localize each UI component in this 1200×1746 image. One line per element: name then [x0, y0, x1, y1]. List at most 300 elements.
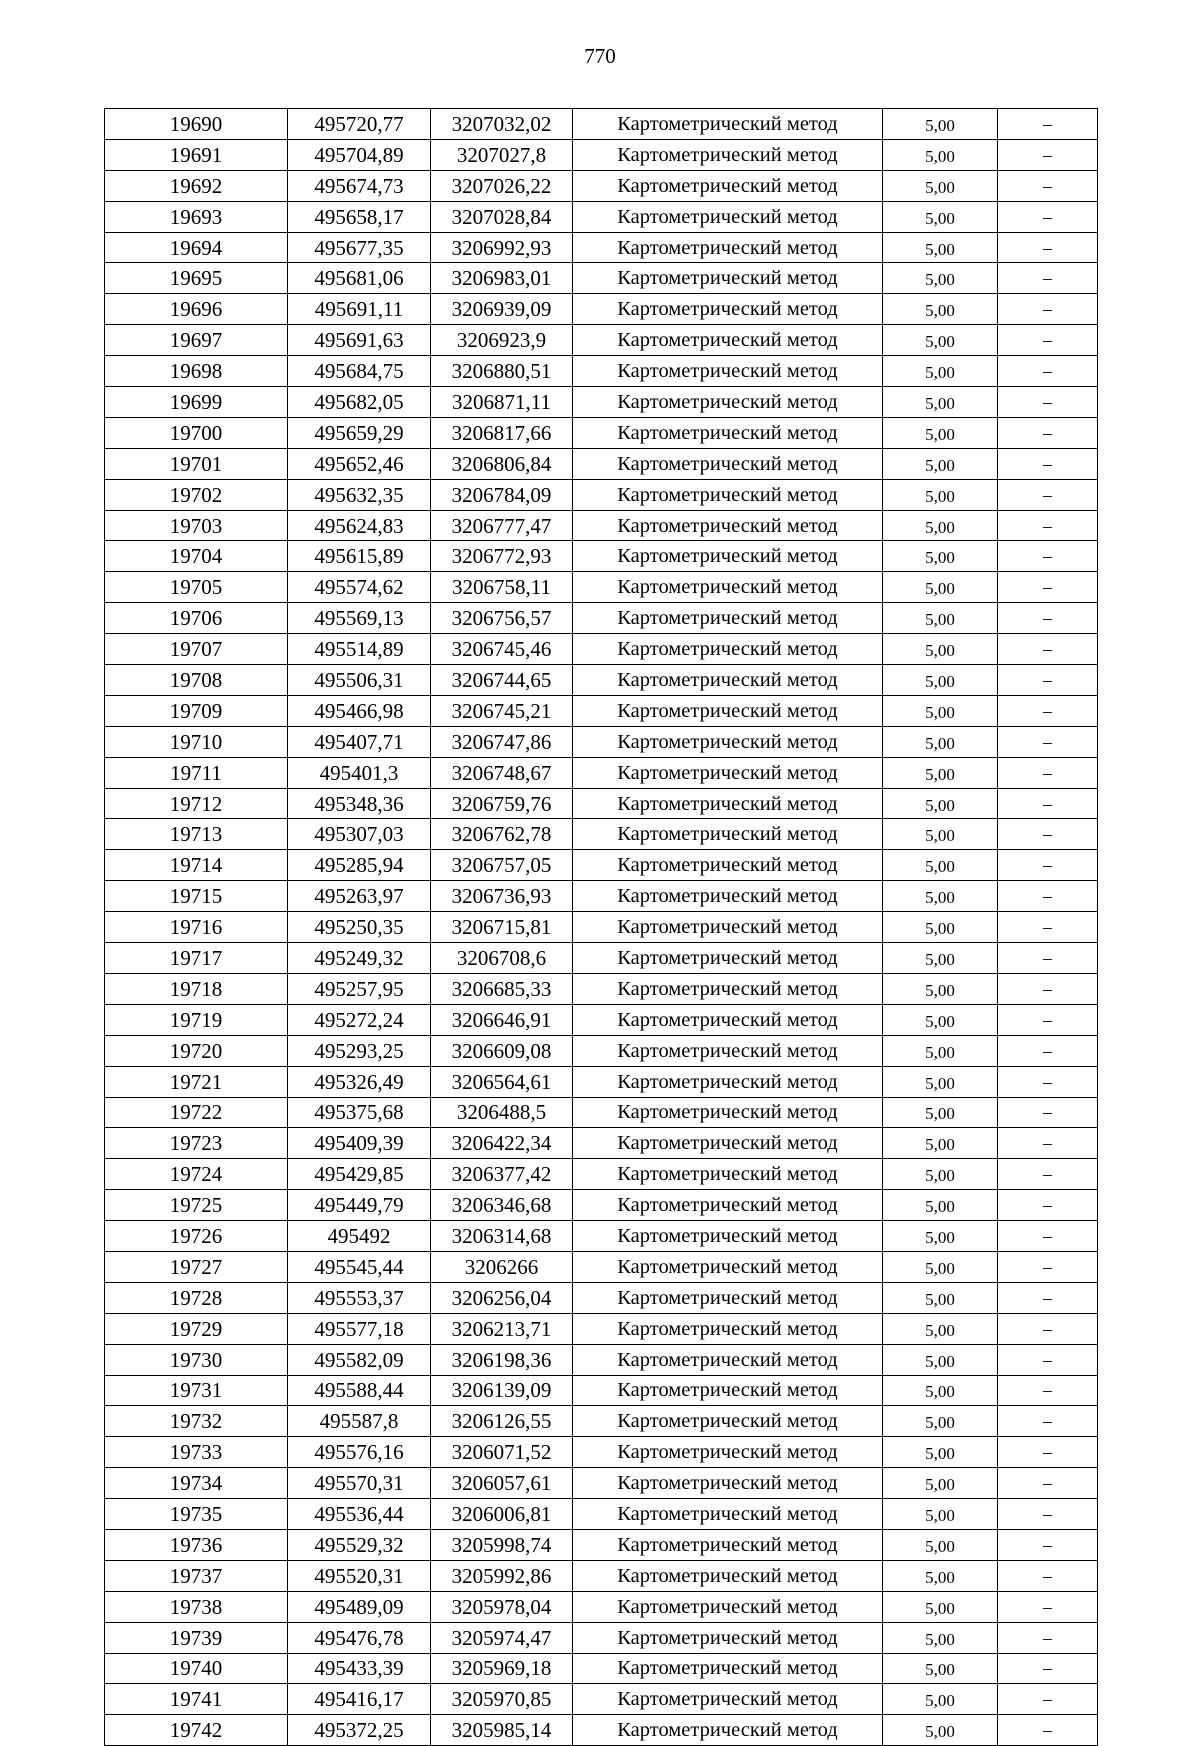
dash-cell: – — [998, 294, 1098, 325]
table-row — [105, 1468, 1098, 1499]
method-cell: Картометрический метод — [573, 387, 883, 418]
x-coordinate-cell: 495677,35 — [288, 232, 431, 263]
point-number-cell: 19734 — [105, 1468, 288, 1499]
point-number-cell: 19723 — [105, 1128, 288, 1159]
y-coordinate-cell: 3207026,22 — [431, 170, 573, 201]
method-cell: Картометрический метод — [573, 417, 883, 448]
table-row — [105, 881, 1098, 912]
dash-cell: – — [998, 417, 1098, 448]
method-cell: Картометрический метод — [573, 1035, 883, 1066]
y-coordinate-cell: 3206747,86 — [431, 726, 573, 757]
method-cell: Картометрический метод — [573, 1622, 883, 1653]
dash-cell: – — [998, 1715, 1098, 1746]
x-coordinate-cell: 495691,11 — [288, 294, 431, 325]
accuracy-cell: 5,00 — [883, 1529, 998, 1560]
table-row — [105, 1375, 1098, 1406]
method-cell: Картометрический метод — [573, 448, 883, 479]
table-row — [105, 201, 1098, 232]
dash-cell: – — [998, 1653, 1098, 1684]
dash-cell: – — [998, 1313, 1098, 1344]
y-coordinate-cell: 3206198,36 — [431, 1344, 573, 1375]
point-number-cell: 19703 — [105, 510, 288, 541]
dash-cell: – — [998, 1128, 1098, 1159]
point-number-cell: 19706 — [105, 603, 288, 634]
table-row — [105, 1715, 1098, 1746]
accuracy-cell: 5,00 — [883, 1468, 998, 1499]
x-coordinate-cell: 495429,85 — [288, 1159, 431, 1190]
x-coordinate-cell: 495681,06 — [288, 263, 431, 294]
table-row — [105, 448, 1098, 479]
point-number-cell: 19696 — [105, 294, 288, 325]
method-cell: Картометрический метод — [573, 1221, 883, 1252]
method-cell: Картометрический метод — [573, 912, 883, 943]
point-number-cell: 19711 — [105, 757, 288, 788]
x-coordinate-cell: 495514,89 — [288, 634, 431, 665]
method-cell: Картометрический метод — [573, 1313, 883, 1344]
accuracy-cell: 5,00 — [883, 1437, 998, 1468]
table-row — [105, 417, 1098, 448]
accuracy-cell: 5,00 — [883, 1684, 998, 1715]
dash-cell: – — [998, 541, 1098, 572]
y-coordinate-cell: 3206817,66 — [431, 417, 573, 448]
dash-cell: – — [998, 263, 1098, 294]
point-number-cell: 19701 — [105, 448, 288, 479]
point-number-cell: 19719 — [105, 1004, 288, 1035]
x-coordinate-cell: 495476,78 — [288, 1622, 431, 1653]
dash-cell: – — [998, 448, 1098, 479]
method-cell: Картометрический метод — [573, 232, 883, 263]
table-row — [105, 634, 1098, 665]
dash-cell: – — [998, 109, 1098, 140]
table-row — [105, 510, 1098, 541]
method-cell: Картометрический метод — [573, 1529, 883, 1560]
dash-cell: – — [998, 912, 1098, 943]
y-coordinate-cell: 3205978,04 — [431, 1591, 573, 1622]
y-coordinate-cell: 3206939,09 — [431, 294, 573, 325]
x-coordinate-cell: 495632,35 — [288, 479, 431, 510]
dash-cell: – — [998, 510, 1098, 541]
y-coordinate-cell: 3206685,33 — [431, 973, 573, 1004]
x-coordinate-cell: 495250,35 — [288, 912, 431, 943]
table-row — [105, 1251, 1098, 1282]
y-coordinate-cell: 3206266 — [431, 1251, 573, 1282]
method-cell: Картометрический метод — [573, 325, 883, 356]
accuracy-cell: 5,00 — [883, 572, 998, 603]
accuracy-cell: 5,00 — [883, 417, 998, 448]
y-coordinate-cell: 3205985,14 — [431, 1715, 573, 1746]
method-cell: Картометрический метод — [573, 1560, 883, 1591]
x-coordinate-cell: 495574,62 — [288, 572, 431, 603]
dash-cell: – — [998, 1004, 1098, 1035]
accuracy-cell: 5,00 — [883, 912, 998, 943]
table-row — [105, 1529, 1098, 1560]
accuracy-cell: 5,00 — [883, 294, 998, 325]
accuracy-cell: 5,00 — [883, 1499, 998, 1530]
point-number-cell: 19712 — [105, 788, 288, 819]
method-cell: Картометрический метод — [573, 757, 883, 788]
accuracy-cell: 5,00 — [883, 1622, 998, 1653]
method-cell: Картометрический метод — [573, 1004, 883, 1035]
y-coordinate-cell: 3206071,52 — [431, 1437, 573, 1468]
point-number-cell: 19742 — [105, 1715, 288, 1746]
y-coordinate-cell: 3205974,47 — [431, 1622, 573, 1653]
method-cell: Картометрический метод — [573, 726, 883, 757]
y-coordinate-cell: 3206256,04 — [431, 1282, 573, 1313]
table-row — [105, 1653, 1098, 1684]
x-coordinate-cell: 495506,31 — [288, 665, 431, 696]
y-coordinate-cell: 3206806,84 — [431, 448, 573, 479]
accuracy-cell: 5,00 — [883, 973, 998, 1004]
dash-cell: – — [998, 973, 1098, 1004]
accuracy-cell: 5,00 — [883, 1004, 998, 1035]
point-number-cell: 19704 — [105, 541, 288, 572]
method-cell: Картометрический метод — [573, 1684, 883, 1715]
accuracy-cell: 5,00 — [883, 541, 998, 572]
accuracy-cell: 5,00 — [883, 1375, 998, 1406]
method-cell: Картометрический метод — [573, 943, 883, 974]
table-row — [105, 263, 1098, 294]
y-coordinate-cell: 3206314,68 — [431, 1221, 573, 1252]
accuracy-cell: 5,00 — [883, 850, 998, 881]
dash-cell: – — [998, 1529, 1098, 1560]
accuracy-cell: 5,00 — [883, 819, 998, 850]
method-cell: Картометрический метод — [573, 1251, 883, 1282]
y-coordinate-cell: 3206871,11 — [431, 387, 573, 418]
point-number-cell: 19725 — [105, 1190, 288, 1221]
dash-cell: – — [998, 665, 1098, 696]
dash-cell: – — [998, 325, 1098, 356]
y-coordinate-cell: 3205970,85 — [431, 1684, 573, 1715]
method-cell: Картометрический метод — [573, 356, 883, 387]
y-coordinate-cell: 3206762,78 — [431, 819, 573, 850]
method-cell: Картометрический метод — [573, 634, 883, 665]
table-row — [105, 1128, 1098, 1159]
dash-cell: – — [998, 1097, 1098, 1128]
y-coordinate-cell: 3206488,5 — [431, 1097, 573, 1128]
y-coordinate-cell: 3206057,61 — [431, 1468, 573, 1499]
y-coordinate-cell: 3206744,65 — [431, 665, 573, 696]
accuracy-cell: 5,00 — [883, 788, 998, 819]
x-coordinate-cell: 495433,39 — [288, 1653, 431, 1684]
method-cell: Картометрический метод — [573, 850, 883, 881]
method-cell: Картометрический метод — [573, 109, 883, 140]
y-coordinate-cell: 3206745,21 — [431, 695, 573, 726]
point-number-cell: 19691 — [105, 139, 288, 170]
dash-cell: – — [998, 634, 1098, 665]
dash-cell: – — [998, 232, 1098, 263]
method-cell: Картометрический метод — [573, 170, 883, 201]
x-coordinate-cell: 495674,73 — [288, 170, 431, 201]
x-coordinate-cell: 495449,79 — [288, 1190, 431, 1221]
method-cell: Картометрический метод — [573, 603, 883, 634]
table-row — [105, 943, 1098, 974]
accuracy-cell: 5,00 — [883, 1653, 998, 1684]
accuracy-cell: 5,00 — [883, 665, 998, 696]
y-coordinate-cell: 3206646,91 — [431, 1004, 573, 1035]
dash-cell: – — [998, 603, 1098, 634]
dash-cell: – — [998, 1684, 1098, 1715]
x-coordinate-cell: 495285,94 — [288, 850, 431, 881]
point-number-cell: 19702 — [105, 479, 288, 510]
x-coordinate-cell: 495263,97 — [288, 881, 431, 912]
point-number-cell: 19707 — [105, 634, 288, 665]
point-number-cell: 19718 — [105, 973, 288, 1004]
accuracy-cell: 5,00 — [883, 201, 998, 232]
dash-cell: – — [998, 139, 1098, 170]
y-coordinate-cell: 3206757,05 — [431, 850, 573, 881]
method-cell: Картометрический метод — [573, 881, 883, 912]
y-coordinate-cell: 3206777,47 — [431, 510, 573, 541]
table-row — [105, 1282, 1098, 1313]
table-row — [105, 850, 1098, 881]
dash-cell: – — [998, 1344, 1098, 1375]
point-number-cell: 19705 — [105, 572, 288, 603]
y-coordinate-cell: 3206745,46 — [431, 634, 573, 665]
accuracy-cell: 5,00 — [883, 943, 998, 974]
table-row — [105, 1097, 1098, 1128]
y-coordinate-cell: 3206564,61 — [431, 1066, 573, 1097]
y-coordinate-cell: 3207028,84 — [431, 201, 573, 232]
method-cell: Картометрический метод — [573, 201, 883, 232]
table-row — [105, 572, 1098, 603]
table-row — [105, 1499, 1098, 1530]
accuracy-cell: 5,00 — [883, 1066, 998, 1097]
accuracy-cell: 5,00 — [883, 881, 998, 912]
method-cell: Картометрический метод — [573, 788, 883, 819]
accuracy-cell: 5,00 — [883, 170, 998, 201]
x-coordinate-cell: 495409,39 — [288, 1128, 431, 1159]
table-row — [105, 788, 1098, 819]
y-coordinate-cell: 3207032,02 — [431, 109, 573, 140]
point-number-cell: 19729 — [105, 1313, 288, 1344]
table-row — [105, 1560, 1098, 1591]
dash-cell: – — [998, 1560, 1098, 1591]
dash-cell: – — [998, 572, 1098, 603]
method-cell: Картометрический метод — [573, 1282, 883, 1313]
method-cell: Картометрический метод — [573, 665, 883, 696]
y-coordinate-cell: 3206377,42 — [431, 1159, 573, 1190]
method-cell: Картометрический метод — [573, 1375, 883, 1406]
method-cell: Картометрический метод — [573, 1097, 883, 1128]
x-coordinate-cell: 495577,18 — [288, 1313, 431, 1344]
x-coordinate-cell: 495545,44 — [288, 1251, 431, 1282]
x-coordinate-cell: 495249,32 — [288, 943, 431, 974]
point-number-cell: 19697 — [105, 325, 288, 356]
x-coordinate-cell: 495658,17 — [288, 201, 431, 232]
accuracy-cell: 5,00 — [883, 1128, 998, 1159]
x-coordinate-cell: 495326,49 — [288, 1066, 431, 1097]
x-coordinate-cell: 495407,71 — [288, 726, 431, 757]
accuracy-cell: 5,00 — [883, 1159, 998, 1190]
table-row — [105, 1344, 1098, 1375]
coordinates-table — [104, 108, 1098, 1746]
table-row — [105, 356, 1098, 387]
table-row — [105, 973, 1098, 1004]
method-cell: Картометрический метод — [573, 973, 883, 1004]
x-coordinate-cell: 495576,16 — [288, 1437, 431, 1468]
method-cell: Картометрический метод — [573, 1499, 883, 1530]
method-cell: Картометрический метод — [573, 695, 883, 726]
method-cell: Картометрический метод — [573, 1653, 883, 1684]
dash-cell: – — [998, 788, 1098, 819]
accuracy-cell: 5,00 — [883, 232, 998, 263]
y-coordinate-cell: 3206756,57 — [431, 603, 573, 634]
accuracy-cell: 5,00 — [883, 1591, 998, 1622]
coordinates-table-body — [105, 109, 1098, 1746]
table-row — [105, 1004, 1098, 1035]
point-number-cell: 19695 — [105, 263, 288, 294]
accuracy-cell: 5,00 — [883, 1406, 998, 1437]
table-row — [105, 325, 1098, 356]
table-row — [105, 665, 1098, 696]
method-cell: Картометрический метод — [573, 1128, 883, 1159]
table-row — [105, 1221, 1098, 1252]
method-cell: Картометрический метод — [573, 1406, 883, 1437]
x-coordinate-cell: 495272,24 — [288, 1004, 431, 1035]
method-cell: Картометрический метод — [573, 1344, 883, 1375]
method-cell: Картометрический метод — [573, 263, 883, 294]
method-cell: Картометрический метод — [573, 572, 883, 603]
x-coordinate-cell: 495570,31 — [288, 1468, 431, 1499]
y-coordinate-cell: 3206784,09 — [431, 479, 573, 510]
x-coordinate-cell: 495652,46 — [288, 448, 431, 479]
y-coordinate-cell: 3206609,08 — [431, 1035, 573, 1066]
x-coordinate-cell: 495682,05 — [288, 387, 431, 418]
method-cell: Картометрический метод — [573, 1715, 883, 1746]
y-coordinate-cell: 3206772,93 — [431, 541, 573, 572]
table-row — [105, 1313, 1098, 1344]
x-coordinate-cell: 495659,29 — [288, 417, 431, 448]
point-number-cell: 19717 — [105, 943, 288, 974]
x-coordinate-cell: 495624,83 — [288, 510, 431, 541]
dash-cell: – — [998, 757, 1098, 788]
accuracy-cell: 5,00 — [883, 1221, 998, 1252]
accuracy-cell: 5,00 — [883, 479, 998, 510]
table-row — [105, 1190, 1098, 1221]
table-row — [105, 479, 1098, 510]
accuracy-cell: 5,00 — [883, 325, 998, 356]
dash-cell: – — [998, 943, 1098, 974]
point-number-cell: 19728 — [105, 1282, 288, 1313]
x-coordinate-cell: 495257,95 — [288, 973, 431, 1004]
dash-cell: – — [998, 850, 1098, 881]
accuracy-cell: 5,00 — [883, 1190, 998, 1221]
accuracy-cell: 5,00 — [883, 1344, 998, 1375]
y-coordinate-cell: 3206213,71 — [431, 1313, 573, 1344]
point-number-cell: 19699 — [105, 387, 288, 418]
x-coordinate-cell: 495293,25 — [288, 1035, 431, 1066]
point-number-cell: 19692 — [105, 170, 288, 201]
dash-cell: – — [998, 1282, 1098, 1313]
y-coordinate-cell: 3206715,81 — [431, 912, 573, 943]
dash-cell: – — [998, 201, 1098, 232]
y-coordinate-cell: 3206759,76 — [431, 788, 573, 819]
method-cell: Картометрический метод — [573, 1437, 883, 1468]
table-row — [105, 232, 1098, 263]
x-coordinate-cell: 495587,8 — [288, 1406, 431, 1437]
x-coordinate-cell: 495375,68 — [288, 1097, 431, 1128]
table-row — [105, 1406, 1098, 1437]
dash-cell: – — [998, 695, 1098, 726]
table-row — [105, 757, 1098, 788]
y-coordinate-cell: 3206983,01 — [431, 263, 573, 294]
accuracy-cell: 5,00 — [883, 1035, 998, 1066]
table-row — [105, 139, 1098, 170]
table-row — [105, 819, 1098, 850]
table-row — [105, 695, 1098, 726]
y-coordinate-cell: 3206748,67 — [431, 757, 573, 788]
accuracy-cell: 5,00 — [883, 109, 998, 140]
point-number-cell: 19726 — [105, 1221, 288, 1252]
point-number-cell: 19715 — [105, 881, 288, 912]
dash-cell: – — [998, 170, 1098, 201]
x-coordinate-cell: 495720,77 — [288, 109, 431, 140]
dash-cell: – — [998, 1251, 1098, 1282]
dash-cell: – — [998, 1035, 1098, 1066]
point-number-cell: 19730 — [105, 1344, 288, 1375]
point-number-cell: 19700 — [105, 417, 288, 448]
dash-cell: – — [998, 1591, 1098, 1622]
dash-cell: – — [998, 1159, 1098, 1190]
y-coordinate-cell: 3205992,86 — [431, 1560, 573, 1591]
table-row — [105, 1622, 1098, 1653]
point-number-cell: 19698 — [105, 356, 288, 387]
point-number-cell: 19721 — [105, 1066, 288, 1097]
table-row — [105, 294, 1098, 325]
point-number-cell: 19732 — [105, 1406, 288, 1437]
x-coordinate-cell: 495307,03 — [288, 819, 431, 850]
accuracy-cell: 5,00 — [883, 1097, 998, 1128]
dash-cell: – — [998, 881, 1098, 912]
dash-cell: – — [998, 479, 1098, 510]
method-cell: Картометрический метод — [573, 1190, 883, 1221]
dash-cell: – — [998, 1375, 1098, 1406]
point-number-cell: 19710 — [105, 726, 288, 757]
y-coordinate-cell: 3206758,11 — [431, 572, 573, 603]
dash-cell: – — [998, 1622, 1098, 1653]
point-number-cell: 19741 — [105, 1684, 288, 1715]
x-coordinate-cell: 495691,63 — [288, 325, 431, 356]
y-coordinate-cell: 3206139,09 — [431, 1375, 573, 1406]
method-cell: Картометрический метод — [573, 510, 883, 541]
accuracy-cell: 5,00 — [883, 1715, 998, 1746]
point-number-cell: 19724 — [105, 1159, 288, 1190]
y-coordinate-cell: 3206992,93 — [431, 232, 573, 263]
accuracy-cell: 5,00 — [883, 263, 998, 294]
method-cell: Картометрический метод — [573, 1066, 883, 1097]
accuracy-cell: 5,00 — [883, 695, 998, 726]
y-coordinate-cell: 3206126,55 — [431, 1406, 573, 1437]
point-number-cell: 19731 — [105, 1375, 288, 1406]
point-number-cell: 19708 — [105, 665, 288, 696]
dash-cell: – — [998, 819, 1098, 850]
x-coordinate-cell: 495704,89 — [288, 139, 431, 170]
method-cell: Картометрический метод — [573, 139, 883, 170]
x-coordinate-cell: 495348,36 — [288, 788, 431, 819]
point-number-cell: 19739 — [105, 1622, 288, 1653]
table-row — [105, 726, 1098, 757]
dash-cell: – — [998, 1221, 1098, 1252]
dash-cell: – — [998, 387, 1098, 418]
y-coordinate-cell: 3207027,8 — [431, 139, 573, 170]
method-cell: Картометрический метод — [573, 1159, 883, 1190]
point-number-cell: 19709 — [105, 695, 288, 726]
dash-cell: – — [998, 1437, 1098, 1468]
accuracy-cell: 5,00 — [883, 726, 998, 757]
accuracy-cell: 5,00 — [883, 448, 998, 479]
table-row — [105, 603, 1098, 634]
y-coordinate-cell: 3206708,6 — [431, 943, 573, 974]
